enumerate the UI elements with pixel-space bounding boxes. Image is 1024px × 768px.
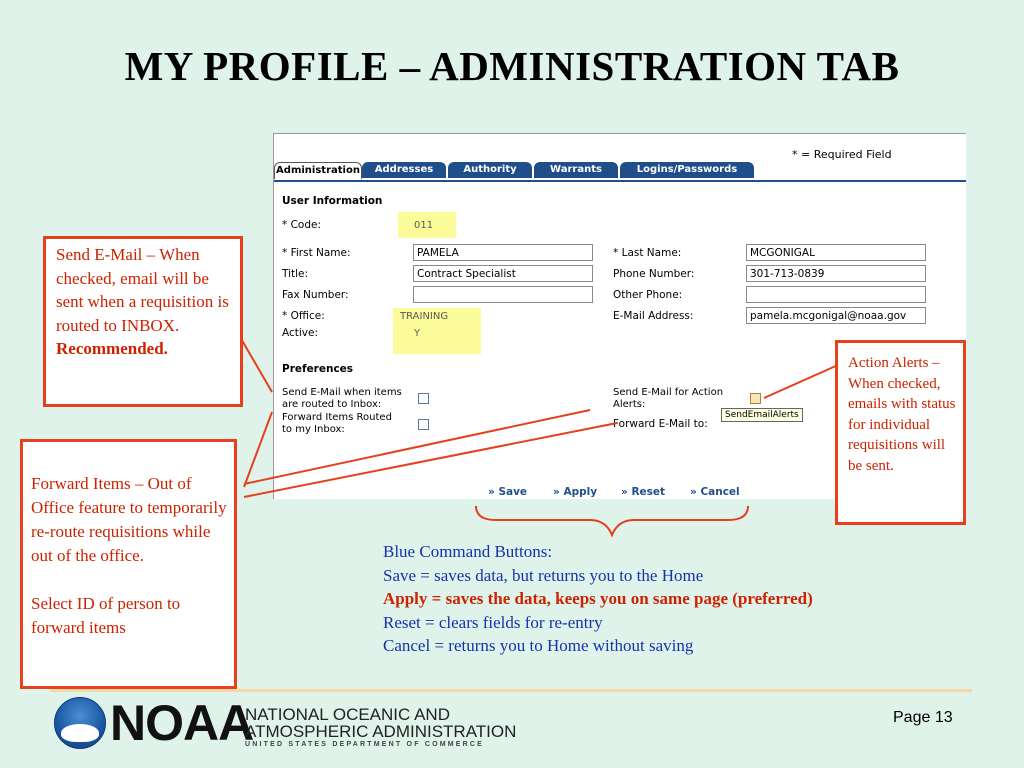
active-value: Y bbox=[414, 328, 421, 339]
slide-title: MY PROFILE – ADMINISTRATION TAB bbox=[124, 43, 900, 89]
desc-line-heading: Blue Command Buttons: bbox=[383, 542, 553, 561]
footer-divider bbox=[50, 689, 972, 692]
desc-line-save: Save = saves data, but returns you to the Home bbox=[383, 565, 704, 585]
office-value: TRAINING bbox=[400, 311, 449, 322]
tab-authority[interactable]: Authority bbox=[448, 162, 532, 178]
page-number: Page 13 bbox=[893, 709, 953, 726]
forward-items-pointer-2 bbox=[244, 423, 617, 497]
action-alerts-callout-text: Action Alerts – When checked, emails with status for individual requisitions will be sent. bbox=[848, 355, 956, 474]
phone-label: Phone Number: bbox=[613, 268, 695, 280]
cancel-button[interactable]: » Cancel bbox=[690, 486, 740, 498]
tab-warrants[interactable]: Warrants bbox=[534, 162, 618, 178]
save-button[interactable]: » Save bbox=[488, 486, 528, 498]
email-label: E-Mail Address: bbox=[613, 310, 694, 322]
first-name-input[interactable]: PAMELA bbox=[413, 244, 593, 261]
action-alerts-callout bbox=[835, 340, 966, 525]
send-email-label: Send E-Mail when items are routed to Inbox: bbox=[282, 387, 402, 410]
forward-items-callout-text2: Select ID of person to forward items bbox=[31, 594, 181, 637]
forward-items-callout-text1: Forward Items – Out of Office feature to temporarily re-route requisitions while out of the office. bbox=[31, 474, 227, 565]
required-field-note: * = Required Field bbox=[792, 148, 892, 161]
first-name-label: * First Name: bbox=[282, 247, 351, 259]
title-label: Title: bbox=[282, 268, 309, 280]
send-email-alerts-tooltip: SendEmailAlerts bbox=[721, 408, 803, 422]
forward-items-callout bbox=[20, 439, 237, 689]
email-input[interactable]: pamela.mcgonigal@noaa.gov bbox=[746, 307, 926, 324]
fax-label: Fax Number: bbox=[282, 289, 349, 301]
code-value: 011 bbox=[414, 220, 434, 231]
office-label: * Office: bbox=[282, 310, 325, 322]
forward-email-label: Forward E-Mail to: bbox=[613, 418, 708, 430]
command-buttons-brace bbox=[476, 506, 748, 535]
desc-line-cancel: Cancel = returns you to Home without saving bbox=[383, 636, 694, 655]
forward-items-label: Forward Items Routed to my Inbox: bbox=[282, 412, 392, 435]
noaa-name-line2: ATMOSPHERIC ADMINISTRATION bbox=[245, 722, 517, 741]
preferences-heading: Preferences bbox=[282, 363, 354, 375]
noaa-department-line: UNITED STATES DEPARTMENT OF COMMERCE bbox=[245, 741, 485, 748]
send-action-alerts-label: Send E-Mail for Action Alerts: bbox=[613, 387, 724, 410]
apply-button[interactable]: » Apply bbox=[553, 486, 598, 498]
code-label: * Code: bbox=[282, 219, 322, 231]
desc-line-reset: Reset = clears fields for re-entry bbox=[383, 612, 603, 632]
noaa-seal-icon bbox=[54, 697, 106, 749]
tab-administration[interactable]: Administration bbox=[274, 162, 362, 179]
active-label: Active: bbox=[282, 327, 319, 339]
user-information-heading: User Information bbox=[282, 195, 383, 207]
tab-logins-passwords[interactable]: Logins/Passwords bbox=[620, 162, 754, 178]
forward-items-pointer-3 bbox=[244, 410, 590, 484]
last-name-input[interactable]: MCGONIGAL bbox=[746, 244, 926, 261]
action-alerts-pointer bbox=[764, 365, 838, 398]
phone-input[interactable]: 301-713-0839 bbox=[746, 265, 926, 282]
send-email-callout-emphasis: Recommended. bbox=[56, 339, 168, 358]
noaa-name-line1: NATIONAL OCEANIC AND bbox=[245, 705, 450, 724]
forward-items-pointer-1 bbox=[244, 412, 272, 487]
command-buttons-description bbox=[383, 540, 813, 658]
send-email-callout-text: Send E-Mail – When checked, email will be sent when a requisition is routed to INBOX. bbox=[56, 245, 229, 335]
reset-button[interactable]: » Reset bbox=[621, 486, 666, 498]
send-email-callout bbox=[43, 236, 243, 407]
other-phone-label: Other Phone: bbox=[613, 289, 683, 301]
noaa-wordmark: NOAA bbox=[110, 695, 254, 751]
desc-line-apply: Apply = saves the data, keeps you on same page (preferred) bbox=[383, 589, 813, 608]
tab-addresses[interactable]: Addresses bbox=[362, 162, 446, 178]
title-input[interactable]: Contract Specialist bbox=[413, 265, 593, 282]
last-name-label: * Last Name: bbox=[613, 247, 682, 259]
